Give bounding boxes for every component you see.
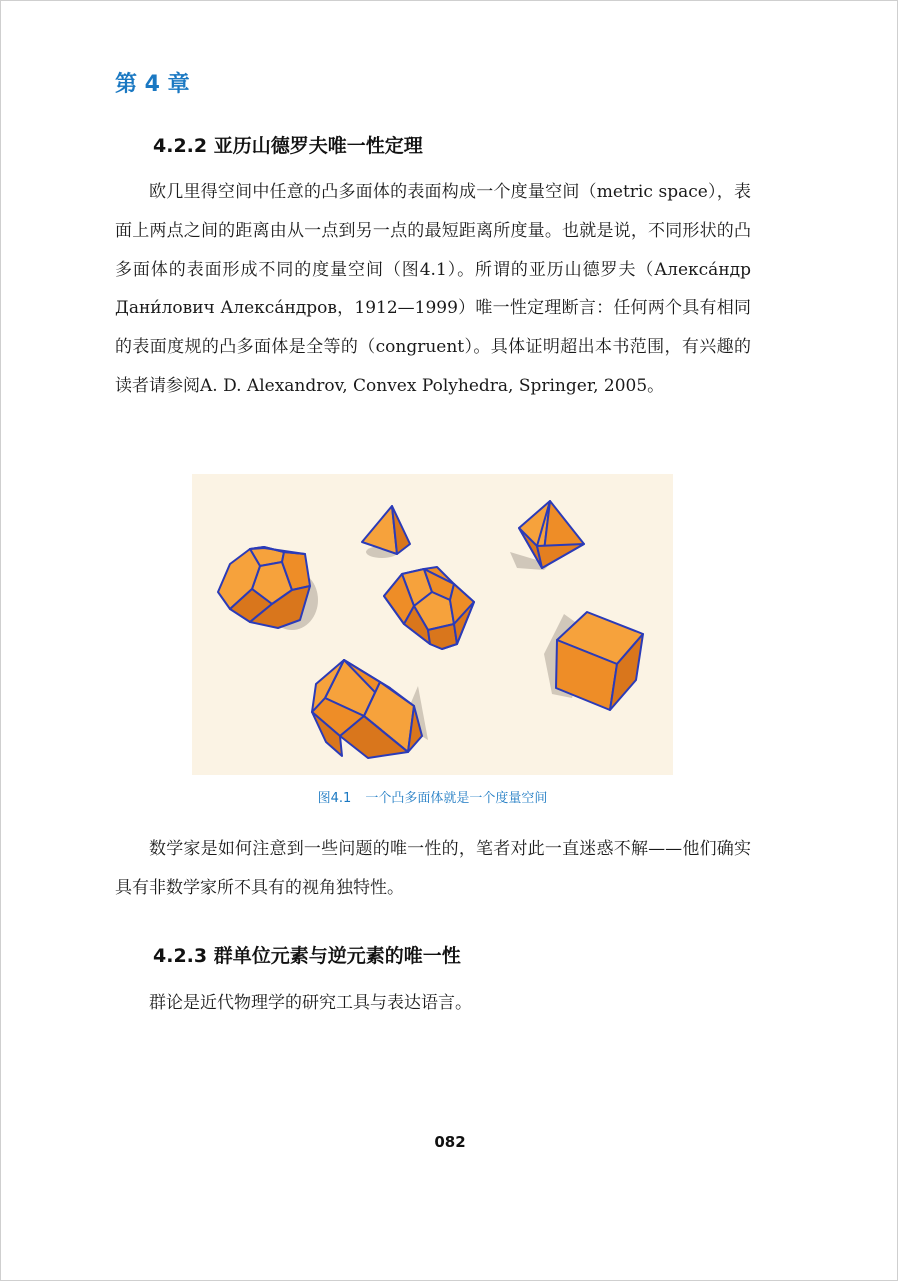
figure-caption: [192, 787, 673, 806]
figure-caption-text: 一个凸多面体就是一个度量空间: [365, 791, 548, 806]
paragraph-uniqueness-remark: 数学家是如何注意到一些问题的唯一性的，笔者对此一直迷惑不解——他们确实具有非数学家所不具有的视角独特性。: [115, 839, 751, 898]
icosahedron: [312, 660, 422, 758]
paragraph-alexandrov-theorem: 欧几里得空间中任意的凸多面体的表面构成一个度量空间（metric space），表面上两点之间的距离由从一点到另一点的最短距离所度量。也就是说，不同形状的凸多面体的表面形成不同的度量空间（图4.1）。所谓的亚历山德罗夫（Алекса́ндр Дани́лович Алекса́ндров，1912—1999）唯一性定理断言：任何两个具有相同的表面度规的凸多面体是全等的（congruent）。具体证明超出本书范围，有兴趣的读者请参阅A. D. Alexandrov, Convex Polyhedra, Springer, 2005。: [115, 182, 751, 396]
figure-convex-polyhedra: [192, 474, 673, 775]
tetrahedron: [362, 506, 410, 554]
chapter-heading: 第 4 章: [115, 72, 190, 97]
center-polyhedron: [384, 567, 474, 649]
section-heading-4-2-3: 4.2.3 群单位元素与逆元素的唯一性: [153, 945, 461, 967]
page-number: 082: [434, 1133, 466, 1151]
paragraph-group-theory: 群论是近代物理学的研究工具与表达语言。: [149, 993, 472, 1013]
polyhedra-illustration: [192, 474, 673, 775]
section-heading-4-2-2: 4.2.2 亚历山德罗夫唯一性定理: [153, 135, 423, 157]
figure-number: 图4.1: [317, 791, 352, 806]
dodecahedron: [218, 547, 310, 628]
